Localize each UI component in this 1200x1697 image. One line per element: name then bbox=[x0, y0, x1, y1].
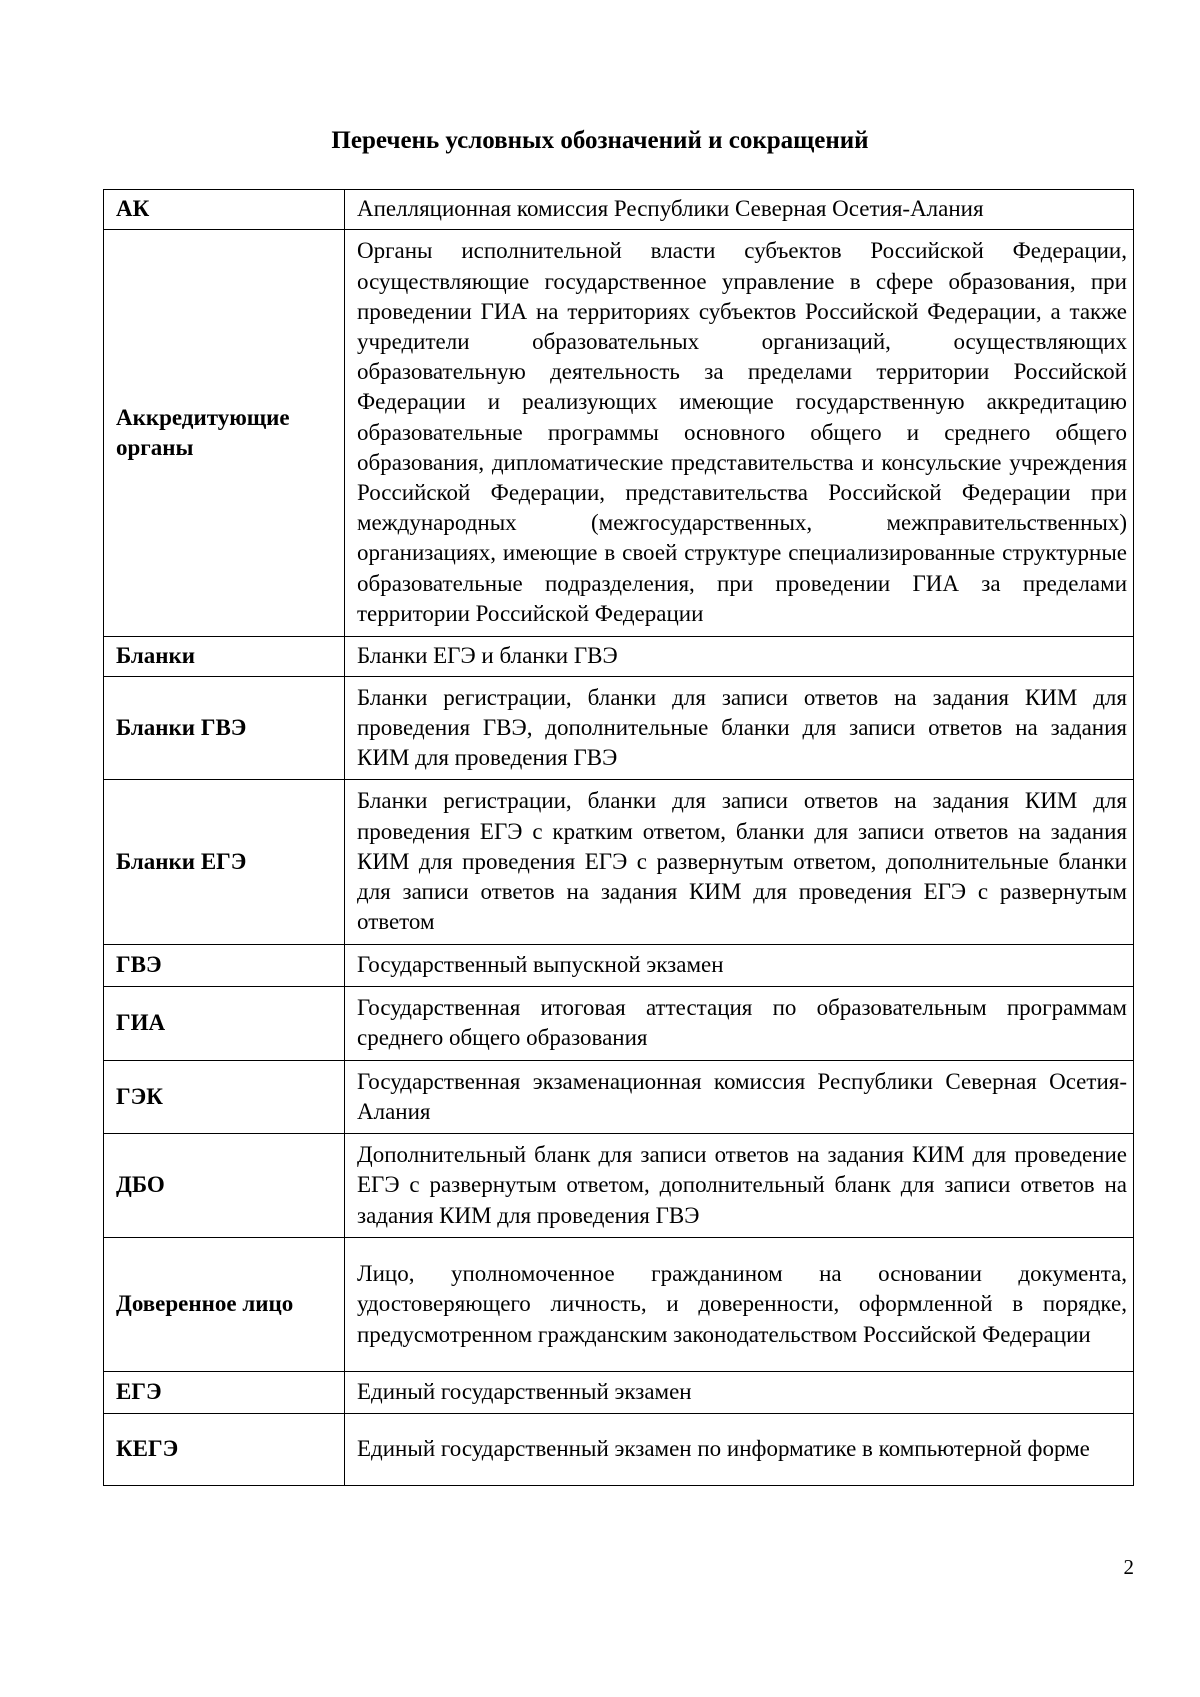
abbreviation-term: Доверенное лицо bbox=[104, 1238, 345, 1372]
table-row bbox=[104, 1414, 1134, 1486]
table-row bbox=[104, 987, 1134, 1061]
abbreviation-term: КЕГЭ bbox=[104, 1414, 345, 1486]
table-row bbox=[104, 677, 1134, 780]
abbreviation-term: Бланки bbox=[104, 637, 345, 677]
abbreviation-term: ДБО bbox=[104, 1134, 345, 1238]
abbreviation-definition: Государственная итоговая аттестация по образовательным программам среднего общего образования bbox=[345, 987, 1134, 1061]
abbreviation-term: Бланки ГВЭ bbox=[104, 677, 345, 780]
abbreviation-definition: Органы исполнительной власти субъектов Российской Федерации, осуществляющие государственное управление в сфере образования, при проведении ГИА на территориях субъектов Российской Федерации, а также учредители образовательных организаций, осуществляющих образовательную деятельность за пределами территории Российской Федерации и реализующих имеющие государственную аккредитацию образовательные программы основного общего и среднего общего образования, дипломатические представительства и консульские учреждения Российской Федерации, представительства Российской Федерации при международных (межгосударственных, межправительственных) организациях, имеющие в своей структуре специализированные структурные образовательные подразделения, при проведении ГИА за пределами территории Российской Федерации bbox=[345, 230, 1134, 637]
abbreviation-definition: Апелляционная комиссия Республики Северная Осетия-Алания bbox=[345, 190, 1134, 230]
table-row bbox=[104, 637, 1134, 677]
abbreviation-definition: Государственный выпускной экзамен bbox=[345, 945, 1134, 987]
abbreviation-term: ГВЭ bbox=[104, 945, 345, 987]
abbreviation-definition: Бланки ЕГЭ и бланки ГВЭ bbox=[345, 637, 1134, 677]
table-row bbox=[104, 780, 1134, 945]
abbreviation-term: ЕГЭ bbox=[104, 1372, 345, 1414]
abbreviation-definition: Бланки регистрации, бланки для записи ответов на задания КИМ для проведения ЕГЭ с кратким ответом, бланки для записи ответов на задания КИМ для проведения ЕГЭ с развернутым ответом, дополнительные бланки для записи ответов на задания КИМ для проведения ЕГЭ с развернутым ответом bbox=[345, 780, 1134, 945]
table-row bbox=[104, 190, 1134, 230]
table-row bbox=[104, 1134, 1134, 1238]
abbreviation-definition: Дополнительный бланк для записи ответов на задания КИМ для проведение ЕГЭ с развернутым ответом, дополнительный бланк для записи ответов на задания КИМ для проведения ГВЭ bbox=[345, 1134, 1134, 1238]
abbreviation-term: Аккредитующие органы bbox=[104, 230, 345, 637]
abbreviation-term: ГИА bbox=[104, 987, 345, 1061]
abbreviation-definition: Государственная экзаменационная комиссия Республики Северная Осетия-Алания bbox=[345, 1061, 1134, 1134]
page-number: 2 bbox=[1123, 1555, 1134, 1579]
abbreviations-table bbox=[103, 189, 1134, 1486]
abbreviation-definition: Единый государственный экзамен bbox=[345, 1372, 1134, 1414]
table-row bbox=[104, 1061, 1134, 1134]
table-row bbox=[104, 945, 1134, 987]
table-row bbox=[104, 1238, 1134, 1372]
abbreviation-definition: Лицо, уполномоченное гражданином на основании документа, удостоверяющего личность, и доверенности, оформленной в порядке, предусмотренном гражданским законодательством Российской Федерации bbox=[345, 1238, 1134, 1372]
table-row bbox=[104, 230, 1134, 637]
abbreviation-term: АК bbox=[104, 190, 345, 230]
abbreviation-definition: Бланки регистрации, бланки для записи ответов на задания КИМ для проведения ГВЭ, дополнительные бланки для записи ответов на задания КИМ для проведения ГВЭ bbox=[345, 677, 1134, 780]
abbreviation-term: Бланки ЕГЭ bbox=[104, 780, 345, 945]
abbreviation-term: ГЭК bbox=[104, 1061, 345, 1134]
table-row bbox=[104, 1372, 1134, 1414]
abbreviation-definition: Единый государственный экзамен по информатике в компьютерной форме bbox=[345, 1414, 1134, 1486]
page-title: Перечень условных обозначений и сокращений bbox=[331, 127, 869, 154]
